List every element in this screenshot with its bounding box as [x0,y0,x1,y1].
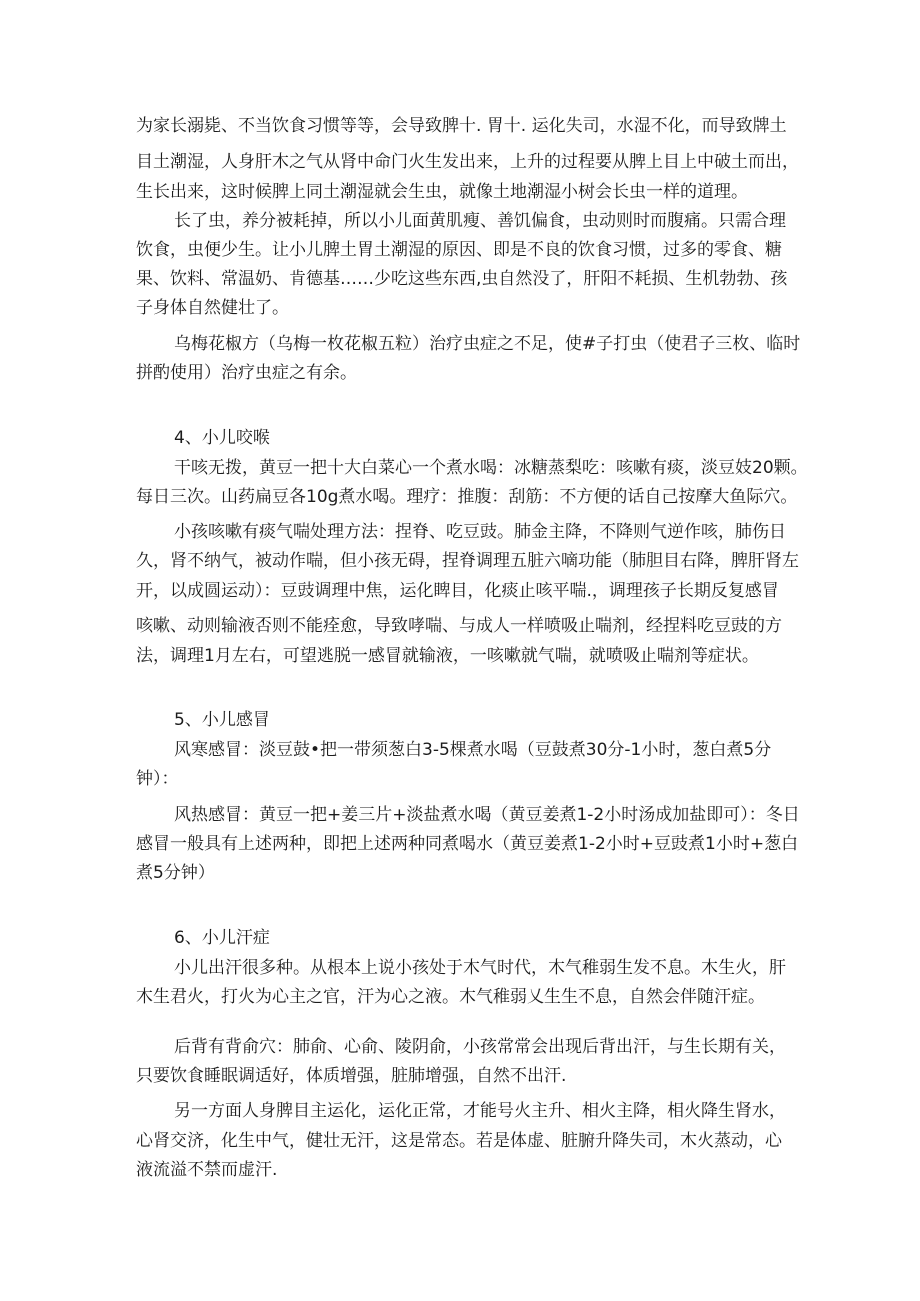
paragraph-line: 木生君火，打火为心主之官，汗为心之液。木气稚弱乂生生不息，自然会伴随汗症。 [136,987,765,1007]
paragraph-line: 后背有背俞穴：肺俞、心俞、陵阴俞，小孩常常会出现后背出汗，与生长期有关， [174,1037,786,1057]
paragraph-line: 子身体自然健壮了。 [136,298,289,318]
paragraph-line: 果、饮料、常温奶、肯德基……少吃这些东西,虫自然没了，肝阳不耗损、生机勃勃、孩 [136,269,788,289]
paragraph-line: 风寒感冒：淡豆鼓•把一带须葱白3-5棵煮水喝（豆鼓煮30分-1小时，葱白煮5分 [174,740,772,760]
paragraph-line: 感冒一般具有上述两种，即把上述两种同煮喝水（黄豆姜煮1-2小时+豆豉煮1小时+葱白 [136,834,799,854]
paragraph-line: 目土潮湿，人身肝木之气从肾中命门火生发出来，上升的过程要从脾上目上中破土而出， [136,152,799,172]
paragraph-line: 另一方面人身脾目主运化，运化正常，才能号火主升、相火主降，相火降生肾水， [174,1101,786,1121]
paragraph-line: 心肾交济，化生中气，健壮无汗，这是常态。若是体虚、脏腑升降失司，木火蒸动，心 [136,1131,782,1151]
paragraph-line: 小儿出汗很多种。从根本上说小孩处于木气时代，木气稚弱生发不息。木生火，肝 [174,958,786,978]
paragraph-line: 只要饮食睡眠调适好，体质增强，脏肺增强，自然不出汗. [136,1066,567,1086]
paragraph-line: 饮食，虫便少生。让小儿脾土胃土潮湿的原因、即是不良的饮食习惯，过多的零食、糖 [136,240,782,260]
paragraph-line: 干咳无拨，黄豆一把十大白菜心一个煮水喝：冰糖蒸梨吃：咳嗽有痰，淡豆妓20颗。 [174,458,808,478]
paragraph-line: 钟）： [136,769,179,789]
paragraph-line: 开，以成圆运动）：豆豉调理中焦，运化睥目，化痰止咳平喘.，调理孩子长期反复感冒 [136,581,779,601]
paragraph-line: 法，调理1月左右，可望逃脱一感冒就输液，一咳嗽就气喘，就喷吸止喘剂等症状。 [136,646,759,666]
paragraph-line: 长了虫，养分被耗掉，所以小儿面黄肌瘦、善饥偏食，虫动则时而腹痛。只需合理 [174,211,786,231]
paragraph-line: 风热感冒：黄豆一把+姜三片+淡盐煮水喝（黄豆姜煮1-2小时汤成加盐即可）：冬日 [174,805,800,825]
paragraph-line: 为家长溺毙、不当饮食习惯等等，会导致脾十. 胃十. 运化失司，水湿不化，而导致牌土 [136,116,787,136]
paragraph-line: 咳嗽、动则输液否则不能痊愈，导致哮喘、与成人一样喷吸止喘剂，经捏料吃豆豉的方 [136,616,782,636]
paragraph-line: 每日三次。山药扁豆各10g煮水喝。理疗：推腹：刮筋：不方便的话自己按摩大鱼际穴。 [136,487,798,507]
paragraph-line: 久，肾不纳气，被动作喘，但小孩无碍，捏脊调理五脏六嘀功能（肺胆目右降，脾肝肾左 [136,551,799,571]
section-heading: 4、小儿咬喉 [174,428,270,448]
section-heading: 6、小儿汗症 [174,928,270,948]
paragraph-line: 生长出来，这时候脾上同土潮湿就会生虫，就像土地潮湿小树会长虫一样的道理。 [136,182,748,202]
section-heading: 5、小儿感冒 [174,710,270,730]
paragraph-line: 乌梅花椒方（乌梅一枚花椒五粒）治疗虫症之不足，使#子打虫（使君子三枚、临时 [174,334,801,354]
paragraph-line: 煮5分钟） [136,863,215,883]
paragraph-line: 液流溢不禁而虚汗. [136,1160,278,1180]
paragraph-line: 小孩咳嗽有痰气喘处理方法：捏脊、吃豆豉。肺金主降，不降则气逆作咳，肺伤日 [174,522,786,542]
paragraph-line: 拼酌使用）治疗虫症之有余。 [136,363,357,383]
